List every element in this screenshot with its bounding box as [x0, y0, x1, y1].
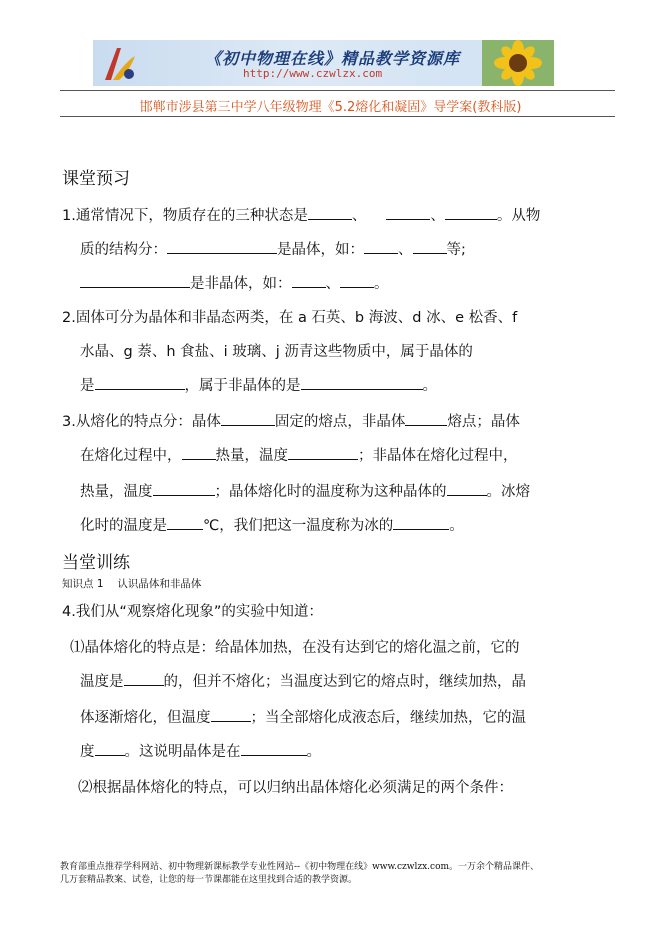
- banner-url: http://www.czwlzx.com: [243, 67, 383, 80]
- blank: [292, 274, 326, 288]
- q2-text-a: 是: [80, 378, 95, 394]
- section-heading-preview: 课堂预习: [62, 169, 130, 189]
- blank: [241, 742, 307, 756]
- q1-text-e: 质的结构分：: [80, 242, 167, 258]
- q1-line1: [62, 204, 540, 225]
- blank: [153, 482, 215, 496]
- q3-line2: [80, 444, 518, 465]
- q1-text-h: 等;: [446, 242, 466, 258]
- header-banner: [93, 40, 554, 86]
- blank: [288, 446, 358, 460]
- blank: [301, 376, 423, 390]
- q2-line1: 2.固体可分为晶体和非晶态两类，在 a 石英、b 海波、d 冰、e 松香、f: [62, 310, 518, 326]
- q4-text-g: 。: [306, 744, 321, 760]
- knowledge-point-label: 知识点 1 认识晶体和非晶体: [62, 578, 202, 590]
- blank: [447, 482, 487, 496]
- section-heading-practice: 当堂训练: [62, 553, 130, 573]
- blank: [211, 708, 251, 722]
- q1-text-b: 、: [351, 208, 367, 224]
- q3-text-k: ℃，我们把这一温度称为冰的: [203, 518, 394, 534]
- blank: [124, 672, 164, 686]
- blank: [95, 376, 185, 390]
- q4-p1-line3: [80, 706, 526, 727]
- q3-text-d: 在熔化过程中，: [80, 448, 182, 464]
- sunflower-icon: [482, 40, 554, 86]
- blank: [364, 240, 398, 254]
- q4-p1-line1: ⑴晶体熔化的特点是：给晶体加热，在没有达到它的熔化温之前，它的: [70, 640, 520, 656]
- blank: [95, 742, 125, 756]
- q3-text-f: ；非晶体在熔化过程中，: [358, 448, 518, 464]
- blank: [386, 206, 430, 220]
- header-rule: [60, 90, 615, 91]
- q1-text-c: 、: [430, 208, 445, 224]
- blank: [167, 240, 277, 254]
- blank: [405, 412, 447, 426]
- q3-text-b: 固定的熔点，非晶体: [274, 414, 406, 430]
- q4-p1-line4: [80, 740, 321, 761]
- q1-text-i: 是非晶体，如：: [190, 276, 292, 292]
- q4-p2-line1: ⑵根据晶体熔化的特点，可以归纳出晶体熔化必须满足的两个条件：: [78, 780, 513, 796]
- blank: [167, 516, 203, 530]
- q4-text-d: ；当全部熔化成液态后，继续加热，它的温: [250, 710, 526, 726]
- q3-text-j: 化时的温度是: [80, 518, 167, 534]
- q1-text-g: 、: [398, 242, 413, 258]
- blank: [80, 274, 190, 288]
- q4-line1: 4.我们从“观察熔化现象”的实验中知道：: [62, 604, 323, 620]
- q3-text-l: 。: [449, 518, 464, 534]
- blank: [413, 240, 447, 254]
- q4-text-e: 度: [80, 744, 95, 760]
- q3-line1: [62, 410, 520, 431]
- q2-line2: 水晶、g 萘、h 食盐、i 玻璃、j 沥青这些物质中，属于晶体的: [80, 344, 473, 360]
- blank: [340, 274, 374, 288]
- document-title: 邯郸市涉县第三中学八年级物理《5.2熔化和凝固》导学案(教科版): [139, 100, 522, 115]
- q3-line3: [80, 480, 530, 501]
- q3-text-c: 熔点；晶体: [447, 414, 520, 430]
- q1-text-k: 。: [374, 276, 389, 292]
- q3-text-i: 。冰熔: [486, 484, 530, 500]
- q1-line3: [80, 272, 389, 293]
- q4-text-f: 。这说明晶体是在: [124, 744, 241, 760]
- blank: [308, 206, 352, 220]
- q4-p1-line2: [80, 670, 526, 691]
- footer-line2: 几万套精品教案、试卷，让您的每一节课都能在这里找到合适的教学资源。: [60, 875, 358, 885]
- page-footer: [60, 861, 620, 887]
- blank: [221, 412, 275, 426]
- q4-text-b: 的，但并不熔化；当温度达到它的熔点时，继续加热，晶: [163, 674, 526, 690]
- q3-text-g: 热量，温度: [80, 484, 153, 500]
- q2-line3: [80, 374, 437, 395]
- q3-text-a: 3.从熔化的特点分：晶体: [62, 414, 221, 430]
- blank: [393, 516, 449, 530]
- q3-text-h: ；晶体熔化时的温度称为这种晶体的: [214, 484, 447, 500]
- q2-text-b: ，属于非晶体的是: [184, 378, 301, 394]
- footer-line1: 教育部重点推荐学科网站、初中物理新课标教学专业性网站--《初中物理在线》www.czwlzx.com。一万余个精品课件、: [60, 862, 540, 872]
- title-rule: [60, 116, 615, 117]
- blank: [182, 446, 216, 460]
- site-logo-icon: [99, 42, 139, 84]
- q1-text-j: 、: [325, 276, 340, 292]
- q1-text-a: 1.通常情况下，物质存在的三种状态是: [62, 208, 308, 224]
- q1-text-f: 是晶体，如：: [277, 242, 364, 258]
- blank: [445, 206, 497, 220]
- q1-text-d: 。从物: [496, 208, 541, 224]
- q1-line2: [80, 238, 466, 259]
- banner-title: 《初中物理在线》精品教学资源库: [205, 49, 461, 68]
- q4-text-c: 体逐渐熔化，但温度: [80, 710, 211, 726]
- q3-text-e: 热量，温度: [215, 448, 288, 464]
- q4-text-a: 温度是: [80, 674, 124, 690]
- q2-text-c: 。: [422, 378, 437, 394]
- q3-line4: [80, 514, 464, 535]
